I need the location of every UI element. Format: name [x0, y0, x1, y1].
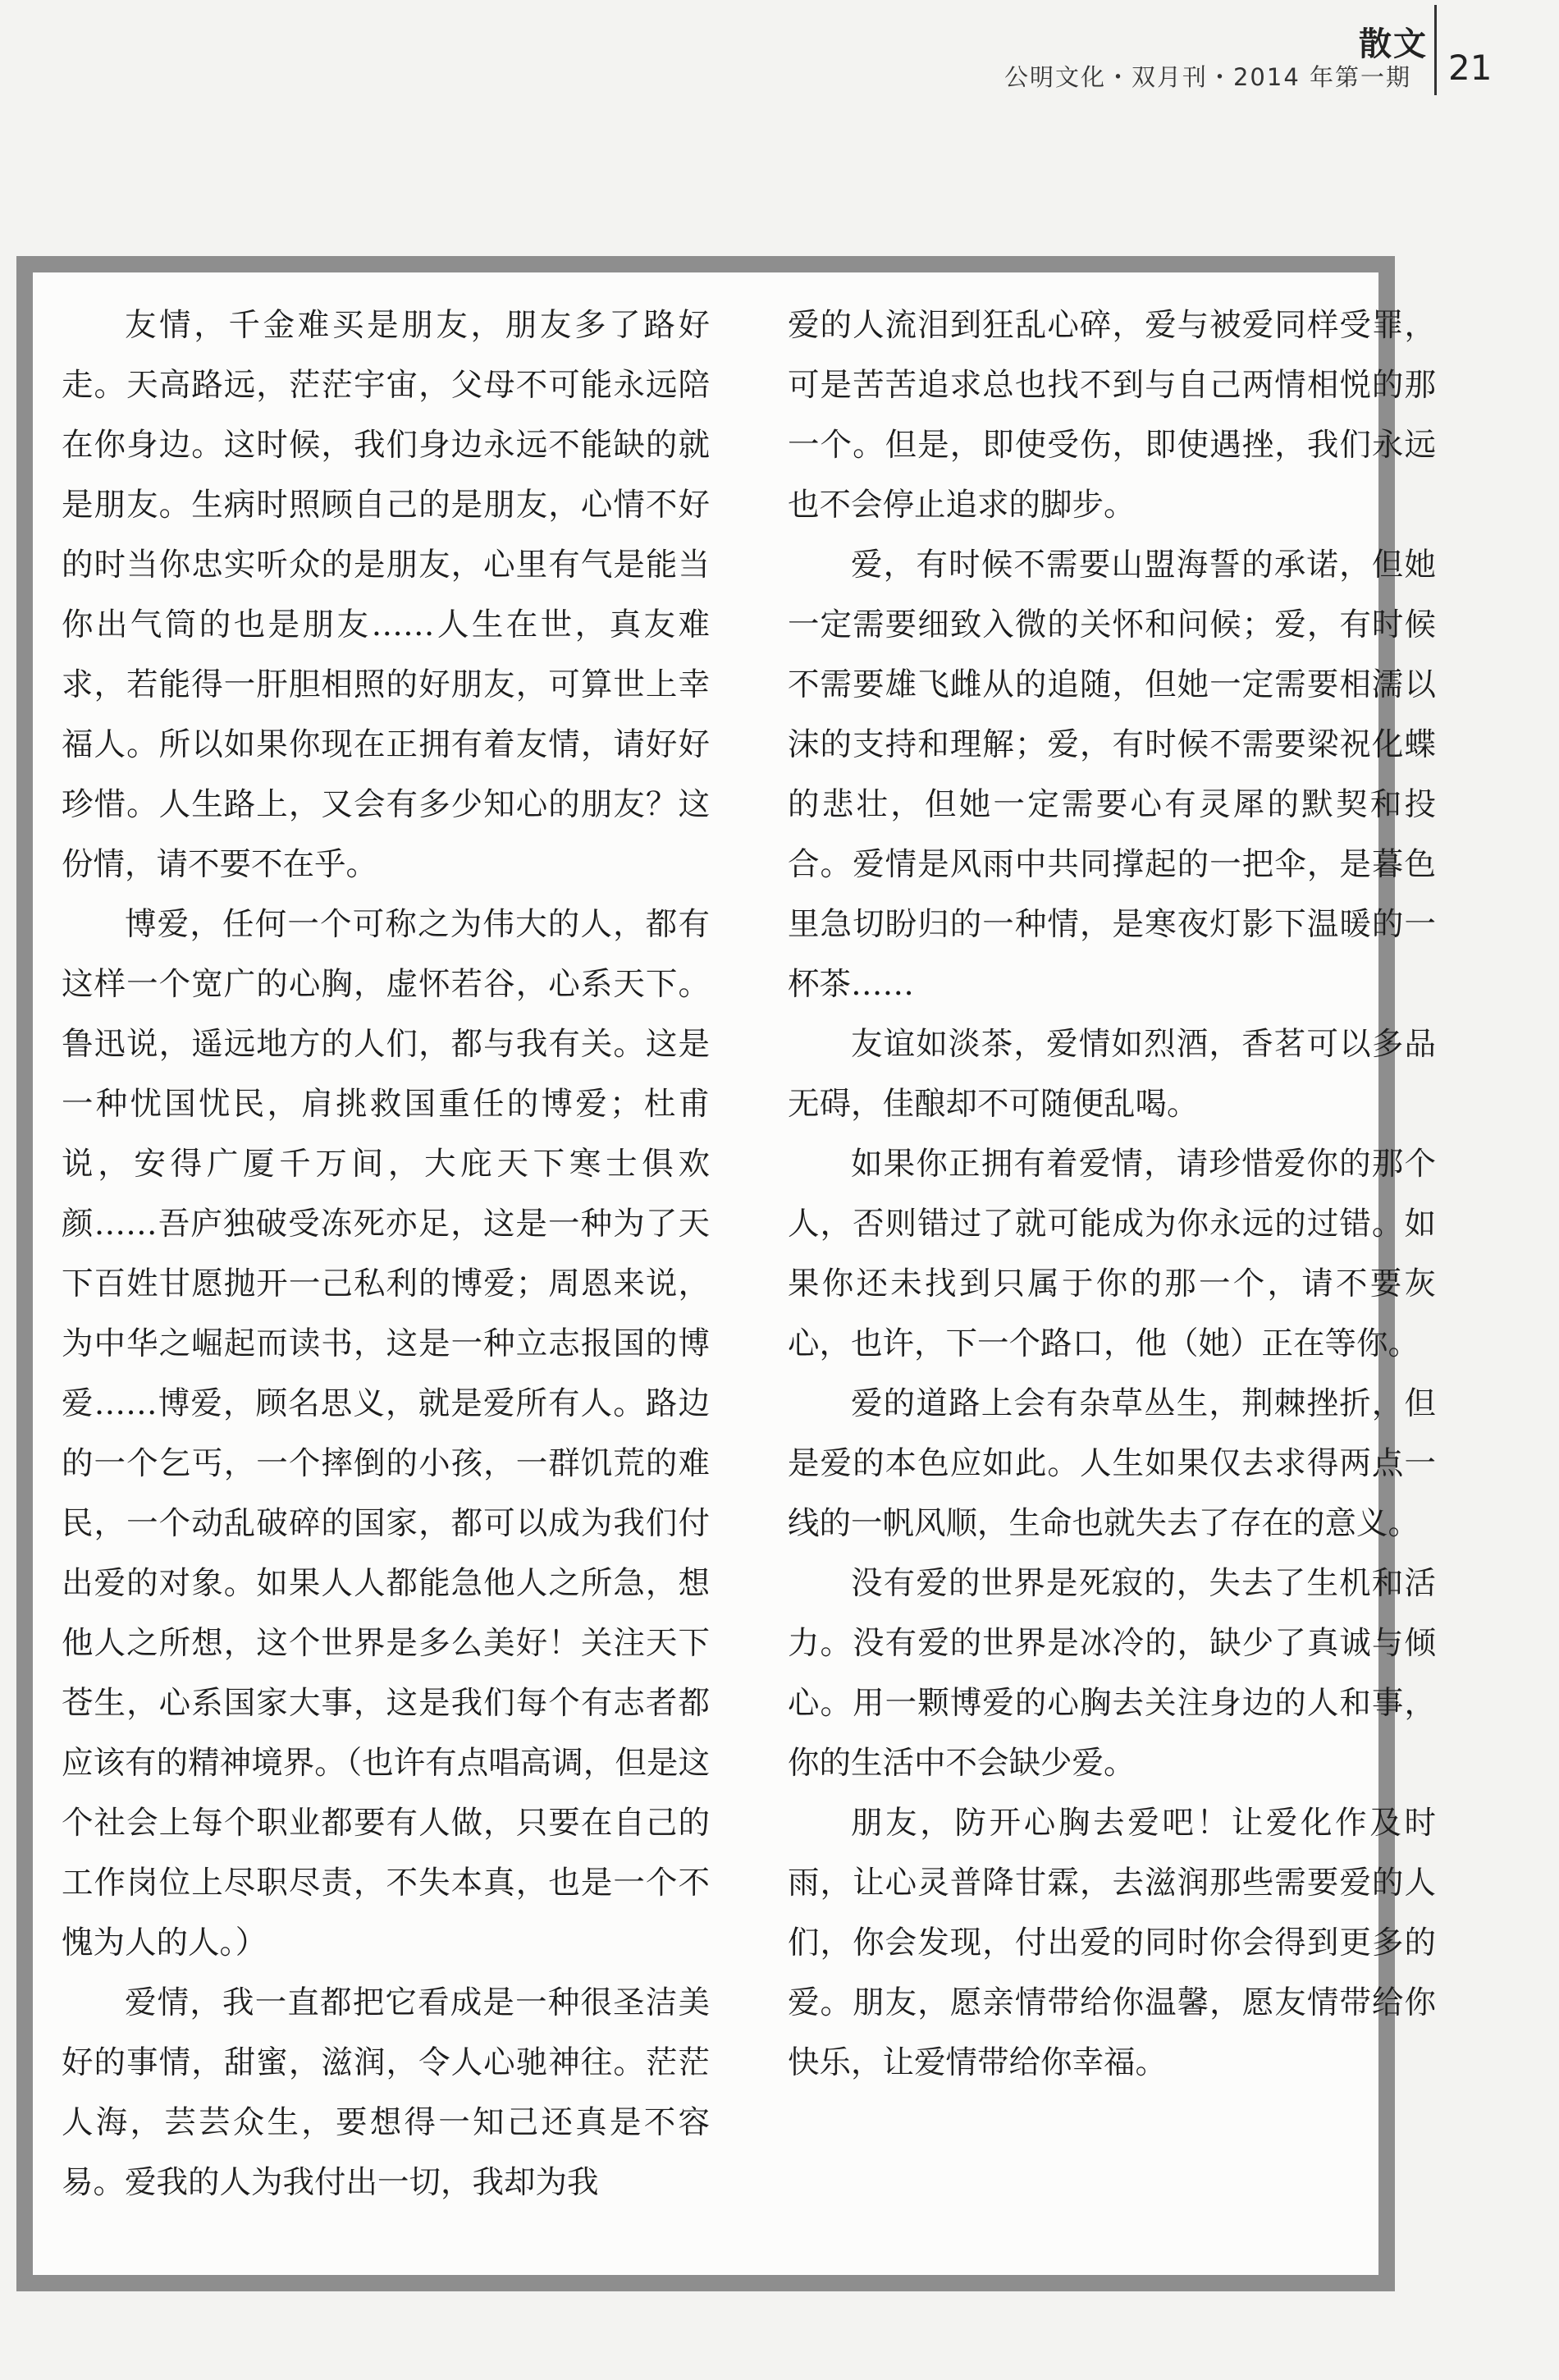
paragraph-closing: 朋友，防开心胸去爱吧！让爱化作及时雨，让心灵普降甘霖，去滋润那些需要爱的人们，你会发现，付出爱的同时你会得到更多的爱。朋友，愿亲情带给你温馨，愿友情带给你快乐，让爱情带给你幸福。: [788, 1805, 1436, 2081]
paragraph-world-without-love: 没有爱的世界是死寂的，失去了生机和活力。没有爱的世界是冰冷的，缺少了真诚与倾心。用一颗博爱的心胸去关注身边的人和事，你的生活中不会缺少爱。: [788, 1565, 1436, 1782]
paragraph-cherish: 如果你正拥有着爱情，请珍惜爱你的那个人，否则错过了就可能成为你永远的过错。如果你还未找到只属于你的那一个，请不要灰心，也许，下一个路口，他（她）正在等你。: [788, 1146, 1436, 1362]
page-number: 21: [1448, 48, 1493, 88]
publication-info: 公明文化・双月刊・2014 年第一期: [1004, 63, 1411, 91]
paragraph-road-of-love: 爱的道路上会有杂草丛生，荆棘挫折，但是爱的本色应如此。人生如果仅去求得两点一线的一帆风顺，生命也就失去了存在的意义。: [788, 1385, 1436, 1542]
section-title: 散文: [1359, 25, 1428, 63]
left-column: [62, 295, 710, 2224]
header-divider: [1434, 5, 1437, 95]
paragraph-friendship: 友情，千金难买是朋友，朋友多了路好走。天高路远，茫茫宇宙，父母不可能永远陪在你身边。这时候，我们身边永远不能缺的就是朋友。生病时照顾自己的是朋友，心情不好的时当你忠实听众的是朋友，心里有气是能当你出气筒的也是朋友……人生在世，真友难求，若能得一肝胆相照的好朋友，可算世上幸福人。所以如果你现在正拥有着友情，请好好珍惜。人生路上，又会有多少知心的朋友？这份情，请不要不在乎。: [62, 307, 710, 883]
paragraph-romantic-love: 爱情，我一直都把它看成是一种很圣洁美好的事情，甜蜜，滋润，令人心驰神往。茫茫人海，芸芸众生，要想得一知己还真是不容易。爱我的人为我付出一切，我却为我: [62, 1984, 710, 2201]
paragraph-love-needs: 爱，有时候不需要山盟海誓的承诺，但她一定需要细致入微的关怀和问候；爱，有时候不需要雄飞雌从的追随，但她一定需要相濡以沫的支持和理解；爱，有时候不需要梁祝化蝶的悲壮，但她一定需要心有灵犀的默契和投合。爱情是风雨中共同撑起的一把伞，是暮色里急切盼归的一种情，是寒夜灯影下温暖的一杯茶……: [788, 547, 1436, 1003]
paragraph-tea-and-wine: 友谊如淡茶，爱情如烈酒，香茗可以多品无碍，佳酿却不可随便乱喝。: [788, 1026, 1436, 1123]
right-column: [788, 295, 1436, 2224]
paragraph-universal-love: 博爱，任何一个可称之为伟大的人，都有这样一个宽广的心胸，虚怀若谷，心系天下。鲁迅说，遥远地方的人们，都与我有关。这是一种忧国忧民，肩挑救国重任的博爱；杜甫说，安得广厦千万间，大庇天下寒士俱欢颜……吾庐独破受冻死亦足，这是一种为了天下百姓甘愿抛开一己私利的博爱；周恩来说，为中华之崛起而读书，这是一种立志报国的博爱……博爱，顾名思义，就是爱所有人。路边的一个乞丐，一个摔倒的小孩，一群饥荒的难民，一个动乱破碎的国家，都可以成为我们付出爱的对象。如果人人都能急他人之所急，想他人之所想，这个世界是多么美好！关注天下苍生，心系国家大事，这是我们每个有志者都应该有的精神境界。（也许有点唱高调，但是这个社会上每个职业都要有人做，只要在自己的工作岗位上尽职尽责，不失本真，也是一个不愧为人的人。）: [62, 906, 710, 1961]
paragraph-continuation: 爱的人流泪到狂乱心碎，爱与被爱同样受罪，可是苦苦追求总也找不到与自己两情相悦的那一个。但是，即使受伤，即使遇挫，我们永远也不会停止追求的脚步。: [788, 307, 1436, 524]
